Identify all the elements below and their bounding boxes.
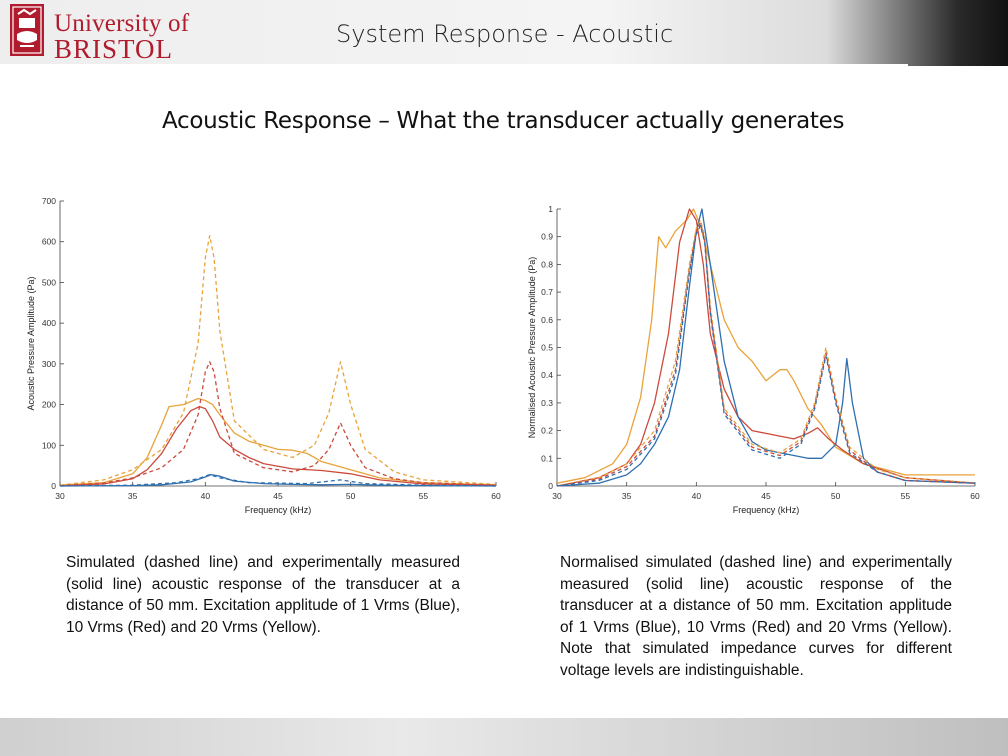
caption-left: Simulated (dashed line) and experimentally measured (solid line) acoustic response of the transducer at a distance of 50 mm. Excitation applitude of 1 Vrms (Blue), 10 Vrms (Red) and 20 Vrms (Yellow). [66,554,460,636]
y-tick-label: 600 [41,236,56,247]
x-tick-label: 35 [621,491,632,501]
x-tick-label: 50 [830,491,841,501]
x-axis-label: Frequency (kHz) [732,505,800,515]
series-line-2 [557,209,975,486]
series-line-4 [557,223,975,486]
y-tick-label: 0 [548,481,553,491]
y-tick-label: 200 [41,399,56,410]
page-title: System Response - Acoustic [336,20,674,48]
slide-subtitle: Acoustic Response – What the transducer actually generates [162,108,845,134]
university-logo [10,4,200,64]
y-tick-label: 300 [41,358,56,369]
series-line-5 [557,226,975,486]
x-tick-label: 50 [345,491,356,501]
acoustic-pressure-chart [22,190,502,520]
caption-right: Normalised simulated (dashed line) and experimentally measured (solid line) acoustic response of the transducer at a distance of 50 mm. Excitation applitude of 1 Vrms (Blue), 10 Vrms (Red) and 20 Vrms (Yellow). Note that simulated impedance curves for different voltage levels are indistinguishable. [560,554,952,679]
y-tick-label: 0.8 [541,259,553,270]
x-tick-label: 55 [418,491,429,501]
bristol-crest-icon [10,4,44,56]
slide-footer [0,718,1008,756]
series-line-3 [557,220,975,486]
y-tick-label: 0.3 [541,397,553,408]
logo-line-2: BRISTOL [54,34,174,64]
y-tick-label: 0 [51,481,56,491]
y-tick-label: 0.1 [541,453,553,464]
series-line-0 [60,399,496,486]
series-line-1 [60,407,496,486]
x-tick-label: 30 [552,491,562,501]
y-axis-label: Normalised Acoustic Pressure Amplitude (Pa) [527,256,537,439]
y-tick-label: 100 [41,440,56,451]
x-tick-label: 35 [127,491,138,501]
x-tick-label: 45 [273,491,283,501]
y-tick-label: 400 [41,318,56,329]
y-tick-label: 0.5 [541,342,553,353]
x-tick-label: 60 [970,491,980,501]
series-line-4 [60,362,496,486]
y-axis-label: Acoustic Pressure Amplitude (Pa) [26,276,36,411]
series-line-3 [60,236,496,486]
x-tick-label: 30 [55,491,65,501]
x-tick-label: 40 [200,491,211,501]
y-tick-label: 700 [41,196,56,206]
x-tick-label: 60 [491,491,501,501]
y-tick-label: 1 [548,204,553,214]
slide-header [0,0,1008,66]
x-tick-label: 55 [900,491,911,501]
y-tick-label: 0.9 [541,231,553,242]
x-axis-label: Frequency (kHz) [244,505,312,515]
normalised-pressure-chart [524,198,986,520]
y-tick-label: 0.2 [541,425,553,436]
x-tick-label: 45 [761,491,771,501]
y-tick-label: 0.4 [541,370,553,381]
y-tick-label: 0.7 [541,287,553,298]
series-line-1 [557,209,975,486]
logo-line-1: University of [54,10,190,37]
series-line-0 [557,209,975,483]
x-tick-label: 40 [691,491,702,501]
y-tick-label: 0.6 [541,314,553,325]
y-tick-label: 500 [41,277,56,288]
